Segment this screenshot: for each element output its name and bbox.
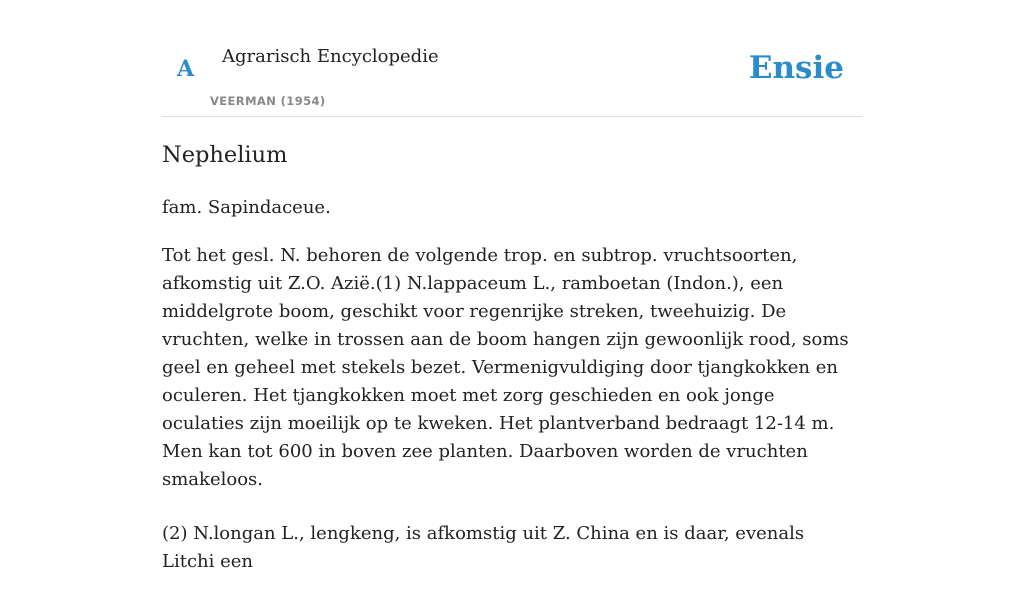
entry-title: Nephelium: [162, 142, 288, 168]
book-title[interactable]: Agrarisch Encyclopedie: [222, 46, 439, 67]
brand-logo-link[interactable]: Ensie: [748, 50, 844, 86]
entry-paragraph: Tot het gesl. N. behoren de volgende trop. en subtrop. vruchtsoorten, afkomstig uit Z.O. Azië.(1) N.lappaceum L., ramboetan (Indon.), een middelgrote boom, geschikt voor regenrijke streken, tweehuizig. De vruchten, welke in trossen aan de boom hangen zijn gewoonlijk rood, soms geel en geheel met stekels bezet. Vermenigvuldiging door tjangkokken en oculeren. Het tjangkokken moet met zorg geschieden en ook jonge oculaties zijn moeilijk op te kweken. Het plantverband bedraagt 12-14 m. Men kan tot 600 in boven zee planten. Daarboven worden de vruchten smakeloos.: [162, 245, 849, 490]
entry-content: [162, 138, 862, 596]
letter-index-link[interactable]: A: [177, 56, 195, 82]
book-author: VEERMAN (1954): [210, 94, 326, 108]
entry-paragraph: (2) N.longan L., lengkeng, is afkomstig uit Z. China en is daar, evenals Litchi een: [162, 523, 805, 572]
entry-paragraph: fam. Sapindaceue.: [162, 197, 331, 218]
page-header: [162, 30, 862, 117]
